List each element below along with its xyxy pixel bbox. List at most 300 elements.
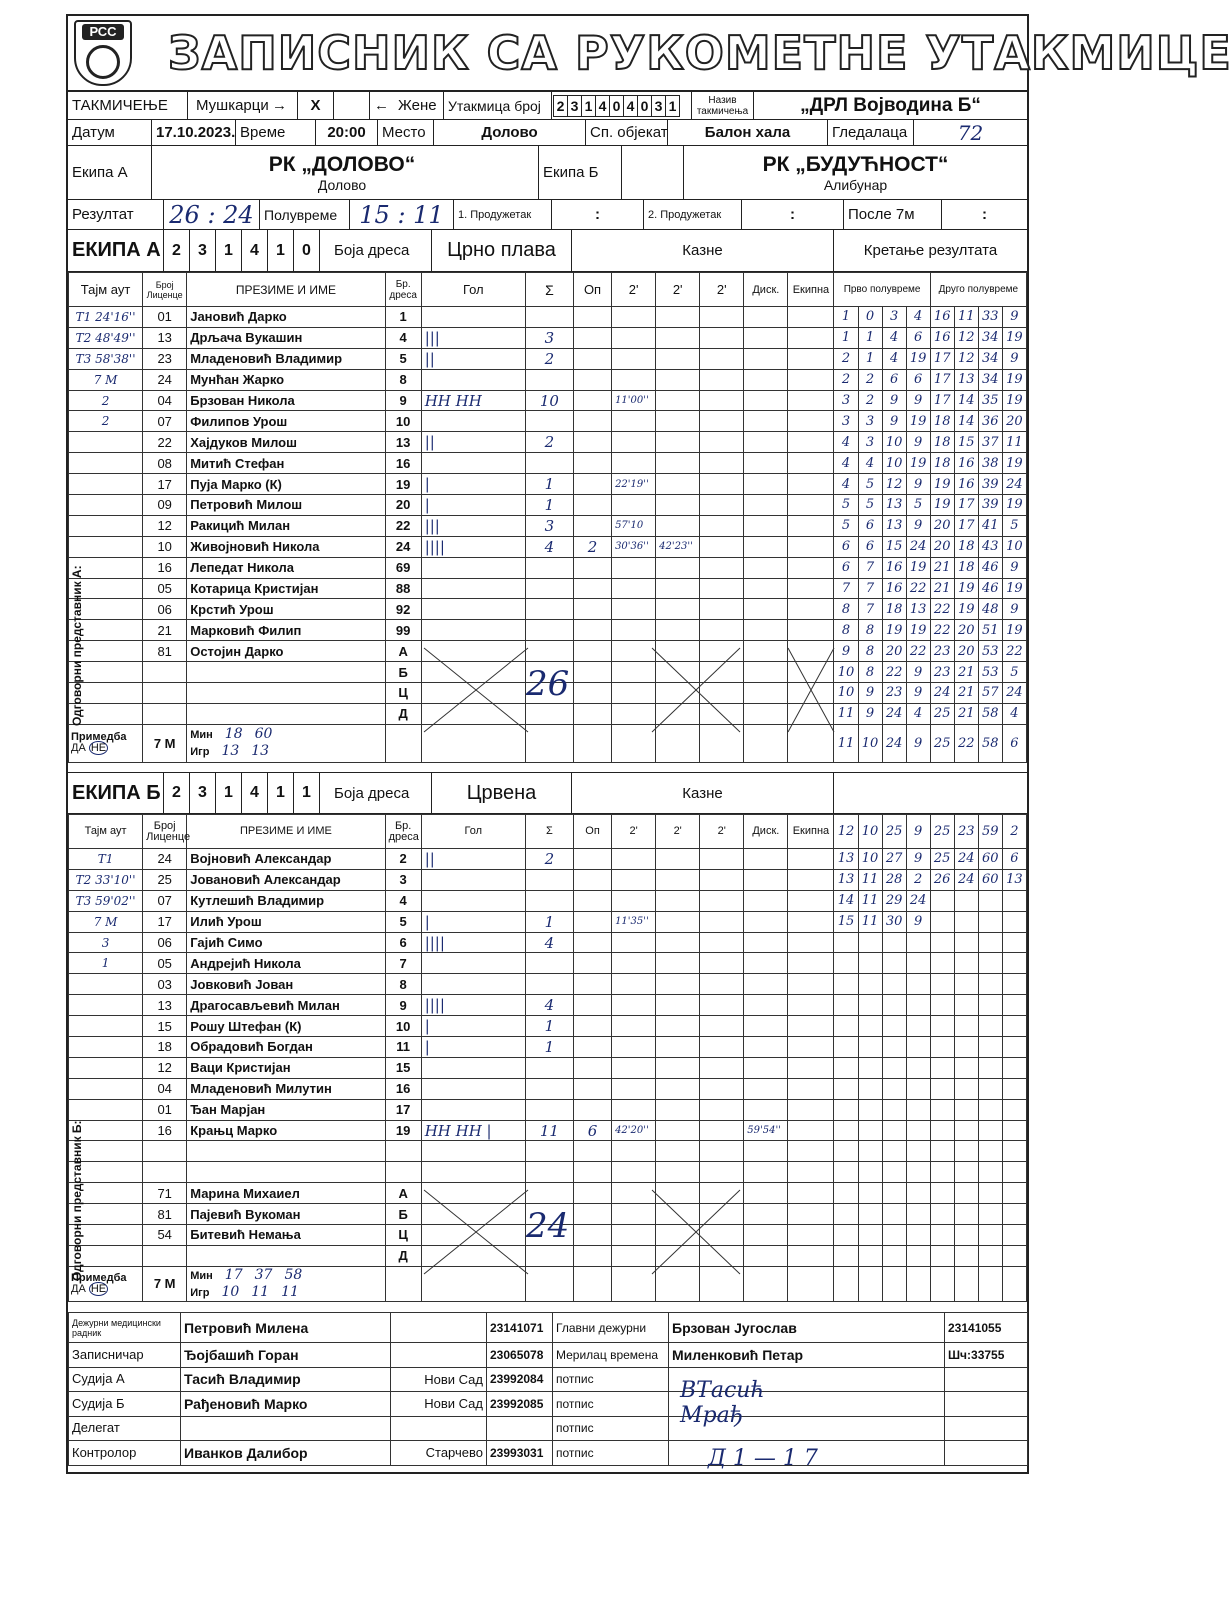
jersey-number: 16 — [385, 453, 421, 474]
jersey-number: 88 — [385, 578, 421, 599]
progress-cell: 48 — [978, 599, 1002, 620]
empty-cell — [744, 307, 788, 328]
goal-sum — [525, 869, 573, 890]
result-label: Резултат — [68, 200, 164, 229]
empty-cell — [656, 1162, 700, 1183]
jersey-number: 20 — [385, 495, 421, 516]
official-role2: Главни дежурни — [553, 1313, 669, 1343]
empty-cell — [788, 327, 834, 348]
empty-cell — [788, 1245, 834, 1266]
official-role2: потпис — [553, 1367, 669, 1392]
jersey-number: Д — [385, 1245, 421, 1266]
warning-cell — [573, 1057, 611, 1078]
disq-cell — [744, 974, 788, 995]
penalty2-cell — [656, 327, 700, 348]
jersey-number: 5 — [385, 348, 421, 369]
goal-tally — [421, 953, 525, 974]
progress-cell — [858, 953, 882, 974]
license-cell: 18 — [143, 1037, 187, 1058]
progress-cell — [882, 1141, 906, 1162]
team-b-header — [68, 772, 1027, 814]
player-row — [69, 1078, 1027, 1099]
goal-tally — [421, 620, 525, 641]
progress-cell — [954, 1266, 978, 1301]
progress-cell — [834, 1162, 858, 1183]
progress-cell: 35 — [978, 390, 1002, 411]
progress-cell: 24 — [930, 683, 954, 704]
team-col-b: Екипна — [788, 815, 834, 849]
match-digit: 4 — [623, 95, 638, 117]
ot1-label: 1. Продужетак — [454, 200, 552, 229]
goal-sum — [525, 890, 573, 911]
player-name: Рошу Штефан (К) — [187, 1016, 385, 1037]
goal-tally — [421, 307, 525, 328]
player-row — [69, 911, 1027, 932]
referee-b-signature: Мрађ — [680, 1403, 744, 1428]
progress-cell: 19 — [1002, 390, 1026, 411]
match-digit: 0 — [637, 95, 652, 117]
official-id2 — [945, 1367, 1028, 1392]
progress-cell — [930, 1037, 954, 1058]
player-name: Ваци Кристијан — [187, 1057, 385, 1078]
empty-cell — [700, 1078, 744, 1099]
progress-cell: 19 — [906, 453, 930, 474]
progress-cell: 24 — [954, 849, 978, 870]
player-name: Марковић Филип — [187, 620, 385, 641]
progress-cell — [1002, 1204, 1026, 1225]
min-value: 37 — [254, 1266, 273, 1283]
penalty2-cell — [656, 599, 700, 620]
license-cell: 81 — [143, 641, 187, 662]
progress-cell: 13 — [906, 599, 930, 620]
igr-line — [190, 1284, 381, 1301]
match-digit: 0 — [609, 95, 624, 117]
goal-tally: | — [421, 911, 525, 932]
seven-label: 7 М — [143, 724, 187, 762]
progress-cell: 6 — [882, 369, 906, 390]
warning-cell — [573, 599, 611, 620]
official-name: Иванков Далибор — [181, 1441, 391, 1466]
progress-cell: 4 — [906, 307, 930, 328]
timeout-cell — [69, 1037, 143, 1058]
timeout-cell — [69, 995, 143, 1016]
empty-cell — [744, 390, 788, 411]
official-role: Делегат — [69, 1416, 181, 1441]
empty-cell — [788, 536, 834, 557]
license-cell: 12 — [143, 1057, 187, 1078]
crossed-out-box — [652, 648, 740, 732]
goal-tally: | — [421, 495, 525, 516]
progress-cell — [882, 995, 906, 1016]
progress-cell: 15 — [954, 432, 978, 453]
progress-cell: 4 — [834, 432, 858, 453]
empty-cell — [656, 1078, 700, 1099]
goal-sum — [525, 974, 573, 995]
license-col: Број Лиценце — [143, 273, 187, 307]
progress-cell: 2 — [858, 390, 882, 411]
team-b-label: Екипа Б — [538, 146, 622, 199]
warning-cell — [573, 703, 611, 724]
timeout-cell: Т1 24'16'' — [69, 307, 143, 328]
timeout-cell: 2 — [69, 411, 143, 432]
player-row — [69, 578, 1027, 599]
progress-cell: 25 — [930, 815, 954, 849]
penalty1-cell — [612, 1099, 656, 1120]
team-pen-col: Екипна — [788, 273, 834, 307]
penalty2-cell — [656, 348, 700, 369]
progress-cell — [858, 1099, 882, 1120]
progress-cell: 9 — [882, 411, 906, 432]
progress-cell: 19 — [930, 495, 954, 516]
match-digit: 1 — [581, 95, 596, 117]
penalty1-cell — [612, 890, 656, 911]
progress-cell: 9 — [906, 515, 930, 536]
player-name — [187, 1141, 385, 1162]
penalty1-col: 2' — [612, 273, 656, 307]
progress-cell: 16 — [954, 474, 978, 495]
progress-cell — [930, 1266, 954, 1301]
progress-cell: 24 — [1002, 474, 1026, 495]
disq-cell — [744, 849, 788, 870]
progress-cell: 18 — [930, 411, 954, 432]
result-row — [68, 200, 1027, 230]
progress-cell: 17 — [930, 369, 954, 390]
official-row — [69, 1343, 1028, 1368]
penalty2-cell — [656, 369, 700, 390]
progress-cell: 4 — [882, 348, 906, 369]
jersey-number: 3 — [385, 869, 421, 890]
official-role2: Мерилац времена — [553, 1343, 669, 1368]
progress-cell: 10 — [858, 815, 882, 849]
team-b-rep-label: Одговорни представник Б: — [70, 1120, 84, 1281]
empty-cell — [525, 1266, 573, 1301]
empty-cell — [788, 453, 834, 474]
jersey-a-label: Боја дреса — [330, 230, 432, 271]
progress-continued — [834, 773, 1027, 813]
goal-sum — [525, 703, 573, 724]
progress-cell: 10 — [882, 453, 906, 474]
progress-cell: 7 — [858, 599, 882, 620]
disq-cell — [744, 995, 788, 1016]
timeout-cell — [69, 432, 143, 453]
progress-cell: 16 — [882, 557, 906, 578]
empty-cell — [656, 1037, 700, 1058]
progress-cell — [930, 1057, 954, 1078]
progress-cell: 22 — [1002, 641, 1026, 662]
progress-cell: 30 — [882, 911, 906, 932]
progress-cell: 18 — [930, 453, 954, 474]
progress-cell: 16 — [882, 578, 906, 599]
player-row — [69, 390, 1027, 411]
progress-cell — [1002, 932, 1026, 953]
progress-cell: 24 — [906, 536, 930, 557]
progress-cell — [1002, 911, 1026, 932]
progress-cell: 9 — [906, 390, 930, 411]
penalty1-cell — [612, 932, 656, 953]
women-label: Жене — [394, 92, 444, 119]
goal-sum: 4 — [525, 932, 573, 953]
penalty1-cell — [612, 1204, 656, 1225]
player-row — [69, 869, 1027, 890]
progress-cell — [930, 1245, 954, 1266]
progress-cell: 20 — [930, 536, 954, 557]
progress-cell: 25 — [930, 724, 954, 762]
progress-cell — [930, 890, 954, 911]
official-id2 — [945, 1441, 1028, 1466]
warning-cell — [573, 1162, 611, 1183]
progress-cell — [882, 1183, 906, 1204]
disq-cell — [744, 911, 788, 932]
goal-sum — [525, 1099, 573, 1120]
progress-cell — [882, 1078, 906, 1099]
empty-cell — [656, 1120, 700, 1141]
official-id2 — [945, 1392, 1028, 1417]
progress-cell — [1002, 1183, 1026, 1204]
date-label: Датум — [68, 120, 152, 145]
ot2-value: : — [742, 200, 844, 229]
penalty1-cell — [612, 641, 656, 662]
official-id2 — [945, 1416, 1028, 1441]
progress-cell — [978, 1266, 1002, 1301]
p1-col-b: 2' — [612, 815, 656, 849]
empty-cell — [744, 432, 788, 453]
team-b-name: РК „БУДУЋНОСТ“ — [762, 152, 949, 176]
jersey-number: 8 — [385, 974, 421, 995]
timeout-cell: 2 — [69, 390, 143, 411]
progress-cell: 20 — [954, 641, 978, 662]
referee-a-signature: ВТасић — [680, 1378, 765, 1403]
goal-sum — [525, 953, 573, 974]
team-code-digit: 3 — [189, 773, 216, 814]
license-cell: 10 — [143, 536, 187, 557]
warning-cell — [573, 495, 611, 516]
officials-table — [68, 1312, 1028, 1466]
progress-cell — [930, 932, 954, 953]
progress-cell: 8 — [834, 599, 858, 620]
jersey-number: 9 — [385, 390, 421, 411]
empty-cell — [788, 369, 834, 390]
progress-cell — [978, 1099, 1002, 1120]
warning-cell — [573, 1099, 611, 1120]
progress-cell — [1002, 1225, 1026, 1246]
empty-cell — [744, 536, 788, 557]
official-row — [69, 1416, 1028, 1441]
progress-cell: 23 — [930, 641, 954, 662]
progress-cell — [978, 1183, 1002, 1204]
team-b-city: Алибунар — [823, 176, 888, 193]
empty-cell — [788, 474, 834, 495]
progress-cell — [882, 1037, 906, 1058]
progress-cell — [1002, 1266, 1026, 1301]
progress-cell: 13 — [882, 515, 906, 536]
progress-cell: 15 — [882, 536, 906, 557]
official-name2: Брзован Југослав — [669, 1313, 945, 1343]
player-row — [69, 890, 1027, 911]
jersey-number: Б — [385, 662, 421, 683]
player-name: Пајевић Вукоман — [187, 1204, 385, 1225]
progress-cell — [978, 974, 1002, 995]
goal-tally: ||| — [421, 515, 525, 536]
license-cell: 71 — [143, 1183, 187, 1204]
after7-value: : — [982, 206, 987, 223]
player-name: Крстић Урош — [187, 599, 385, 620]
penalty1-cell — [612, 974, 656, 995]
player-name: Остојин Дарко — [187, 641, 385, 662]
progress-cell — [954, 1204, 978, 1225]
player-row — [69, 536, 1027, 557]
team-a-name: РК „ДОЛОВО“ — [268, 152, 416, 176]
empty-cell — [788, 1120, 834, 1141]
progress-cell — [882, 1245, 906, 1266]
progress-cell — [930, 974, 954, 995]
progress-cell: 16 — [930, 327, 954, 348]
match-digit: 4 — [595, 95, 610, 117]
progress-cell — [954, 1245, 978, 1266]
progress-cell: 14 — [954, 411, 978, 432]
timeout-cell — [69, 515, 143, 536]
empty-cell — [744, 557, 788, 578]
goal-tally: | — [421, 1016, 525, 1037]
jersey-number: 16 — [385, 1078, 421, 1099]
official-city — [391, 1313, 487, 1343]
warning-cell — [573, 453, 611, 474]
empty-cell — [700, 432, 744, 453]
progress-cell: 10 — [834, 683, 858, 704]
goal-tally — [421, 578, 525, 599]
empty-cell — [744, 1266, 788, 1301]
warning-cell — [573, 578, 611, 599]
disq-cell — [744, 1162, 788, 1183]
goal-tally: HH HH | — [421, 1120, 525, 1141]
penalties-a-label: Казне — [572, 230, 834, 271]
timeout-cell: 7 М — [69, 911, 143, 932]
empty-cell — [788, 1162, 834, 1183]
half2-col: Друго полувреме — [930, 273, 1026, 307]
p3-col-b: 2' — [700, 815, 744, 849]
jersey-number: 24 — [385, 536, 421, 557]
progress-label: Кретање резултата — [863, 242, 998, 259]
no-col-b: Бр. дреса — [385, 815, 421, 849]
progress-cell: 19 — [1002, 578, 1026, 599]
player-name: Јановић Дарко — [187, 307, 385, 328]
warning-cell — [573, 869, 611, 890]
empty-cell — [700, 932, 744, 953]
progress-cell: 11 — [954, 307, 978, 328]
min-value: 18 — [224, 726, 243, 743]
goal-sum: 10 — [525, 390, 573, 411]
progress-cell: 19 — [906, 411, 930, 432]
progress-cell: 6 — [906, 369, 930, 390]
match-digit: 2 — [553, 95, 568, 117]
empty-cell — [700, 620, 744, 641]
empty-cell — [788, 1057, 834, 1078]
report-title: ЗАПИСНИК СА РУКОМЕТНЕ УТАКМИЦЕ — [168, 26, 1232, 80]
disq-cell — [744, 1078, 788, 1099]
player-row — [69, 453, 1027, 474]
empty-cell — [788, 1037, 834, 1058]
min-label: Мин — [190, 1269, 213, 1282]
progress-cell — [954, 1057, 978, 1078]
penalty1-cell — [612, 307, 656, 328]
spectators-value: 72 — [957, 120, 984, 145]
progress-cell — [954, 1037, 978, 1058]
disq-col: Диск. — [744, 273, 788, 307]
min-line — [190, 726, 381, 743]
official-name — [181, 1416, 391, 1441]
progress-cell: 3 — [858, 411, 882, 432]
official-city — [391, 1343, 487, 1368]
license-cell: 08 — [143, 453, 187, 474]
license-cell: 17 — [143, 911, 187, 932]
crossed-out-box — [652, 1190, 740, 1274]
progress-cell: 10 — [1002, 536, 1026, 557]
team-code-digit: 1 — [215, 773, 242, 814]
empty-cell — [788, 953, 834, 974]
penalty2-cell — [656, 620, 700, 641]
penalty1-cell: 42'20'' — [612, 1120, 656, 1141]
progress-cell — [930, 911, 954, 932]
progress-cell — [882, 1162, 906, 1183]
empty-cell — [656, 911, 700, 932]
progress-cell — [906, 1245, 930, 1266]
player-row — [69, 620, 1027, 641]
official-role: Дежурни медицински радник — [69, 1313, 181, 1343]
empty-cell — [700, 453, 744, 474]
number-col: Бр. дреса — [385, 273, 421, 307]
match-digit: 1 — [665, 95, 680, 117]
empty-cell — [385, 1266, 421, 1301]
competition-row — [68, 92, 1027, 120]
goal-sum — [525, 369, 573, 390]
empty-cell — [788, 869, 834, 890]
goal-tally: |||| — [421, 536, 525, 557]
goal-sum — [525, 599, 573, 620]
player-name: Младеновић Милутин — [187, 1078, 385, 1099]
progress-cell — [882, 1120, 906, 1141]
penalty3-col: 2' — [700, 273, 744, 307]
penalty1-cell: 11'00'' — [612, 390, 656, 411]
goal-col-b: Гол — [421, 815, 525, 849]
progress-cell — [882, 974, 906, 995]
half-label: Полувреме — [260, 200, 350, 229]
player-name: Кутлешић Владимир — [187, 890, 385, 911]
warning-cell — [573, 327, 611, 348]
goal-tally: || — [421, 849, 525, 870]
penalty1-cell: 30'36'' — [612, 536, 656, 557]
progress-cell: 24 — [882, 724, 906, 762]
disq-cell — [744, 890, 788, 911]
license-cell: 17 — [143, 474, 187, 495]
empty-cell — [700, 599, 744, 620]
license-cell: 07 — [143, 411, 187, 432]
progress-cell: 4 — [1002, 703, 1026, 724]
ot1-value: : — [552, 200, 644, 229]
crossed-out-box — [788, 648, 834, 732]
half-score: 15 : 11 — [350, 200, 454, 229]
team-b-title: ЕКИПА Б — [68, 773, 164, 813]
progress-cell: 21 — [954, 683, 978, 704]
goal-tally — [421, 599, 525, 620]
progress-cell: 19 — [906, 348, 930, 369]
progress-cell — [930, 1099, 954, 1120]
penalty1-cell — [612, 1162, 656, 1183]
empty-cell — [700, 849, 744, 870]
empty-cell — [788, 1099, 834, 1120]
ball-icon — [86, 45, 120, 79]
player-name: Јовановић Александар — [187, 869, 385, 890]
progress-cell — [954, 932, 978, 953]
team-code-digit: 2 — [163, 230, 190, 271]
